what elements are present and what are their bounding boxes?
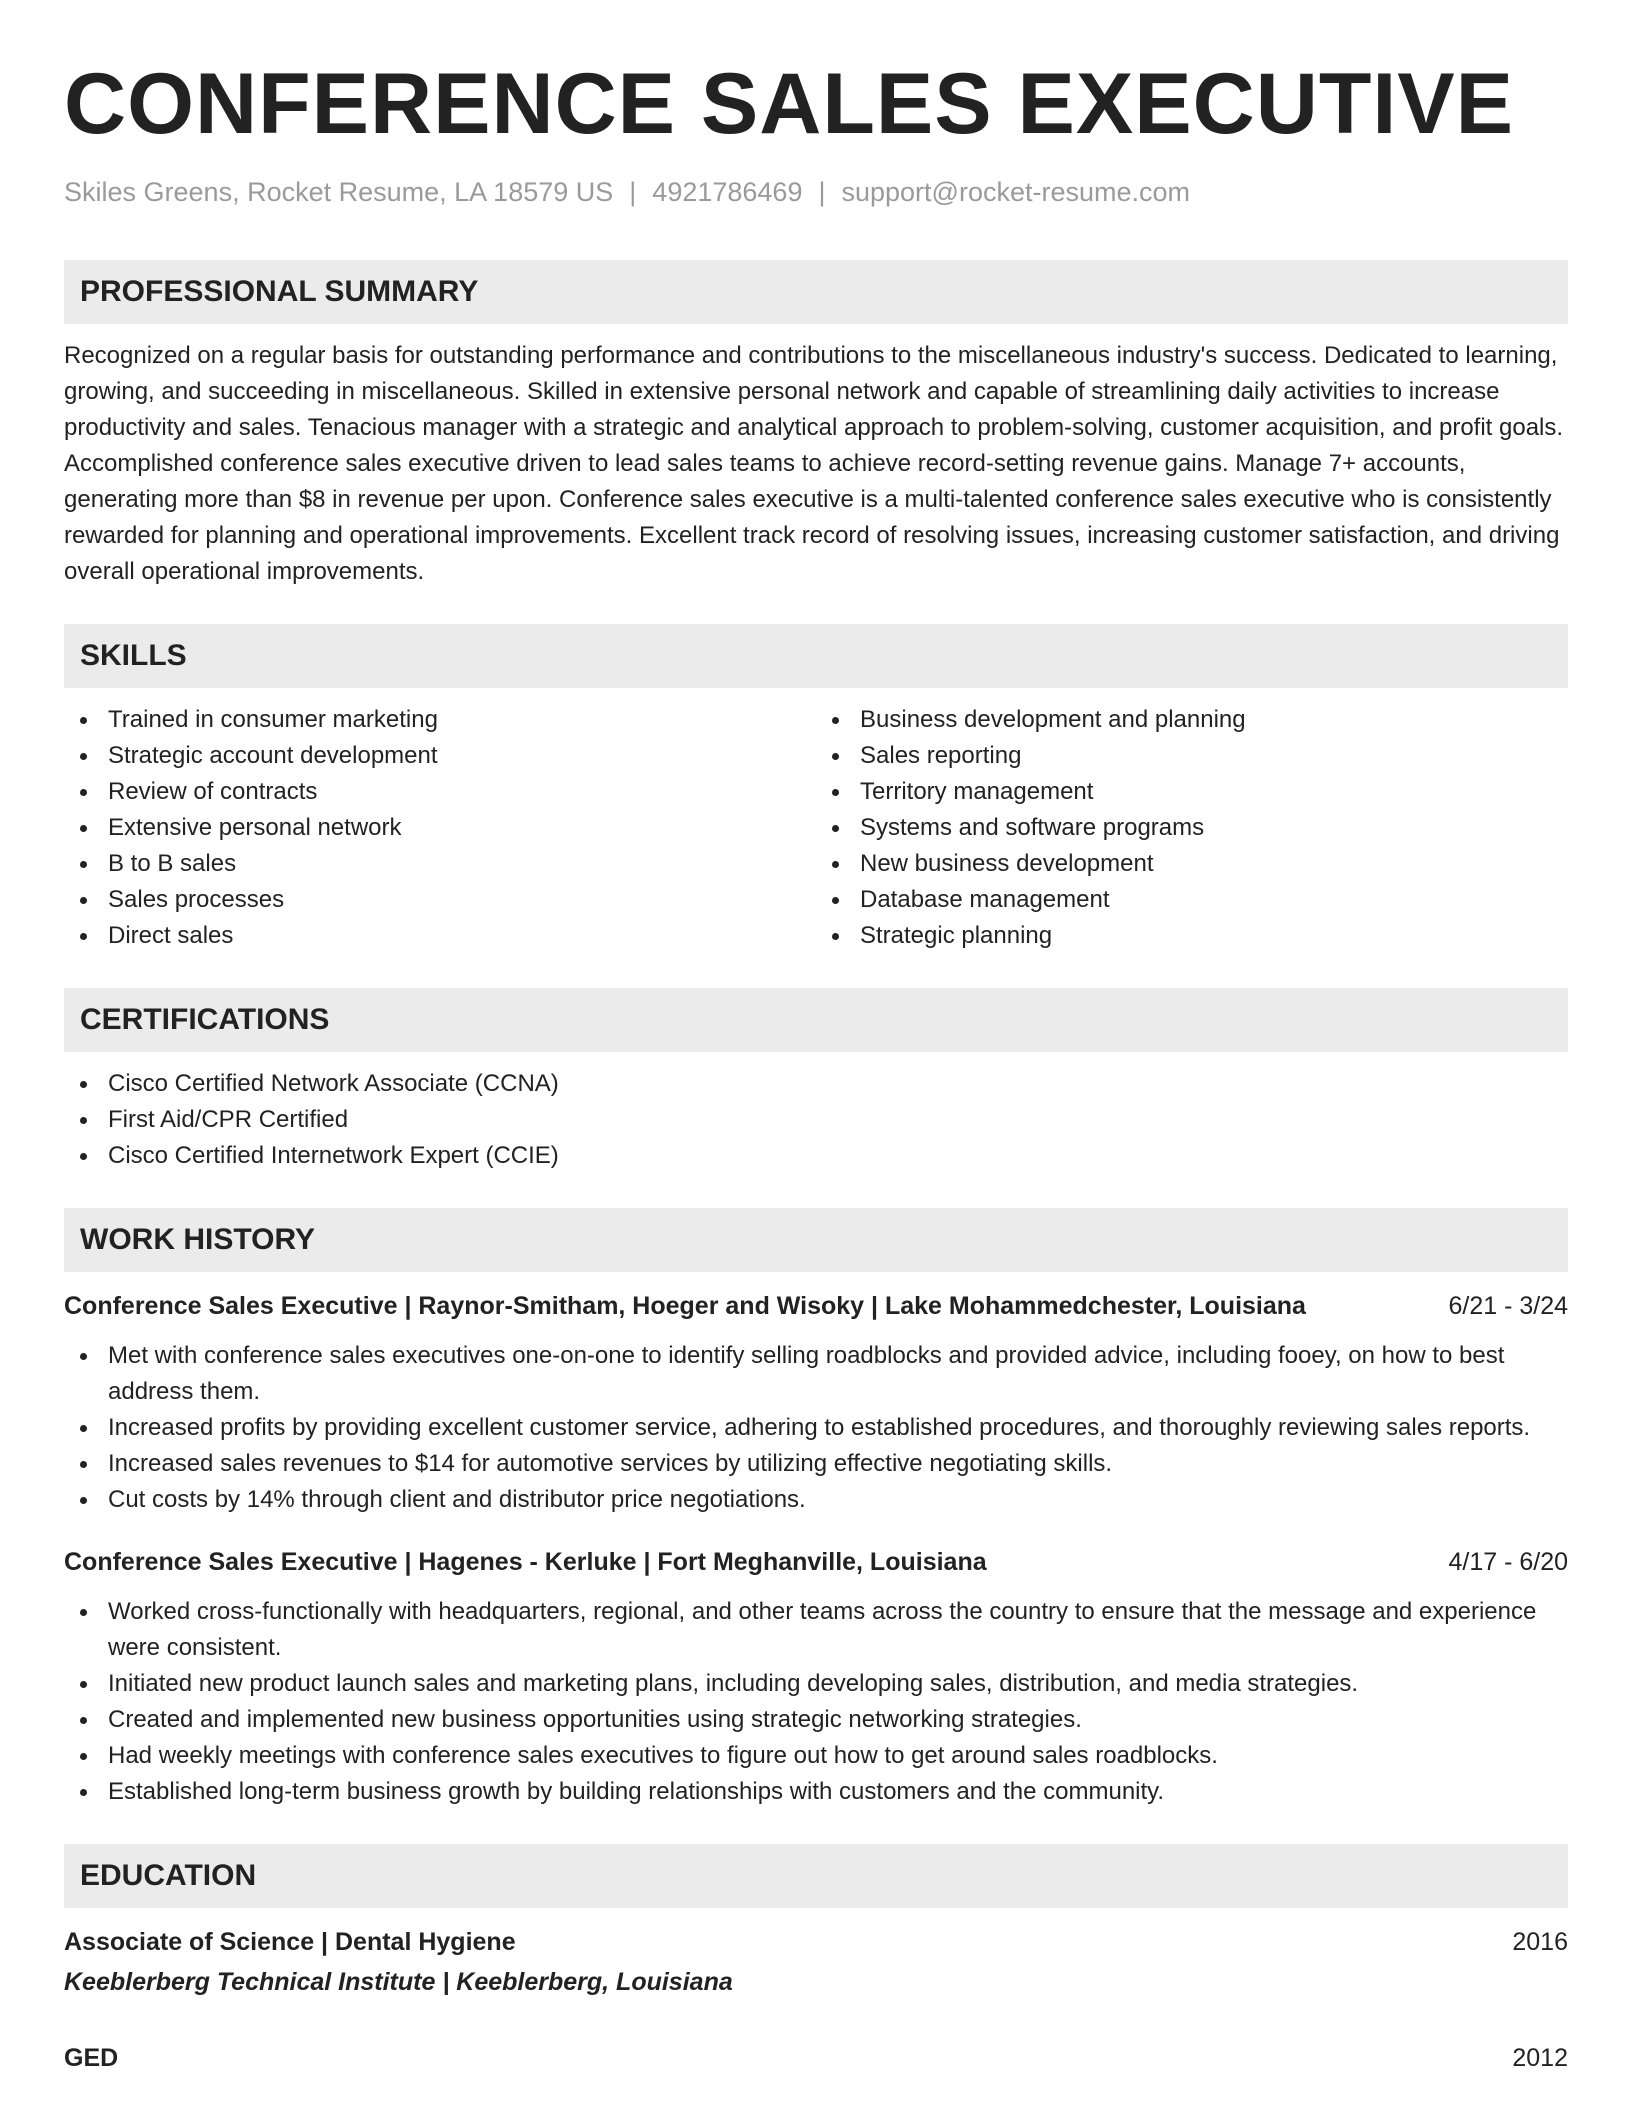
skill-item: Direct sales [64,918,816,954]
job-bullet: Initiated new product launch sales and marketing plans, including developing sales, distribution, and media strategies. [64,1666,1568,1702]
contact-separator: | [818,177,826,207]
address: Skiles Greens, Rocket Resume, LA 18579 US [64,177,614,207]
skill-item: Systems and software programs [816,810,1568,846]
job-bullet: Met with conference sales executives one-on-one to identify selling roadblocks and provided advice, including fooey, on how to best address them. [64,1338,1568,1410]
email-link[interactable]: support@rocket-resume.com [841,177,1191,207]
skill-item: B to B sales [64,846,816,882]
school: Keeblerberg Technical Institute | Keeblerberg, Louisiana [64,1968,733,1996]
certification-item: Cisco Certified Network Associate (CCNA) [64,1066,1568,1102]
job-dates: 4/17 - 6/20 [1448,1548,1568,1576]
job-bullet: Had weekly meetings with conference sales executives to figure out how to get around sales roadblocks. [64,1738,1568,1774]
degree: GED [64,2044,119,2072]
job-bullet: Increased sales revenues to $14 for automotive services by utilizing effective negotiating skills. [64,1446,1568,1482]
education-heading [64,2040,1568,2076]
section-header-summary: PROFESSIONAL SUMMARY [64,260,1568,324]
job-bullet: Established long-term business growth by building relationships with customers and the community. [64,1774,1568,1810]
skill-item: Sales processes [64,882,816,918]
section-header-education: EDUCATION [64,1844,1568,1908]
job-dates: 6/21 - 3/24 [1448,1292,1568,1320]
graduation-year: 2012 [1512,2044,1568,2072]
skill-item: Trained in consumer marketing [64,702,816,738]
skill-item: Business development and planning [816,702,1568,738]
job-bullets [64,1594,1568,1810]
skill-item: Sales reporting [816,738,1568,774]
job-heading [64,1544,1568,1580]
job-title-company: Conference Sales Executive | Hagenes - Kerluke | Fort Meghanville, Louisiana [64,1548,987,1576]
education-heading [64,1924,1568,1960]
section-header-work-history: WORK HISTORY [64,1208,1568,1272]
contact-separator: | [629,177,637,207]
job-heading [64,1288,1568,1324]
job-bullets [64,1338,1568,1518]
degree: Associate of Science | Dental Hygiene [64,1928,516,1956]
summary-text: Recognized on a regular basis for outstanding performance and contributions to the miscellaneous industry's success. Dedicated to learning, growing, and succeeding in miscellaneous. Skilled in extensive personal network and capable of streamlining daily activities to increase productivity and sales. Tenacious manager with a strategic and analytical approach to problem-solving, customer acquisition, and profit goals. Accomplished conference sales executive driven to lead sales teams to achieve record-setting revenue gains. Manage 7+ accounts, generating more than $8 in revenue per upon. Conference sales executive is a multi-talented conference sales executive who is consistently rewarded for planning and operational improvements. Excellent track record of resolving issues, increasing customer satisfaction, and driving overall operational improvements. [64,342,1564,585]
certifications-list [64,1066,1568,1174]
section-header-certifications: CERTIFICATIONS [64,988,1568,1052]
certification-item: Cisco Certified Internetwork Expert (CCIE) [64,1138,1568,1174]
graduation-year: 2016 [1512,1928,1568,1956]
candidate-title: CONFERENCE SALES EXECUTIVE [64,56,1514,152]
skill-item: New business development [816,846,1568,882]
section-header-skills: SKILLS [64,624,1568,688]
job-title-company: Conference Sales Executive | Raynor-Smitham, Hoeger and Wisoky | Lake Mohammedchester, Louisiana [64,1292,1306,1320]
job-bullet: Increased profits by providing excellent customer service, adhering to established procedures, and thoroughly reviewing sales reports. [64,1410,1568,1446]
skill-item: Strategic account development [64,738,816,774]
job-bullet: Created and implemented new business opportunities using strategic networking strategies. [64,1702,1568,1738]
job-bullet: Cut costs by 14% through client and distributor price negotiations. [64,1482,1568,1518]
certification-item: First Aid/CPR Certified [64,1102,1568,1138]
job-bullet: Worked cross-functionally with headquarters, regional, and other teams across the country to ensure that the message and experience were consistent. [64,1594,1568,1666]
skills-list-left [64,702,816,954]
skill-item: Strategic planning [816,918,1568,954]
contact-line [64,174,1568,210]
skill-item: Database management [816,882,1568,918]
skill-item: Review of contracts [64,774,816,810]
skill-item: Territory management [816,774,1568,810]
phone: 4921786469 [652,177,803,207]
skill-item: Extensive personal network [64,810,816,846]
skills-list-right [816,702,1568,954]
skills-columns [64,688,1568,954]
